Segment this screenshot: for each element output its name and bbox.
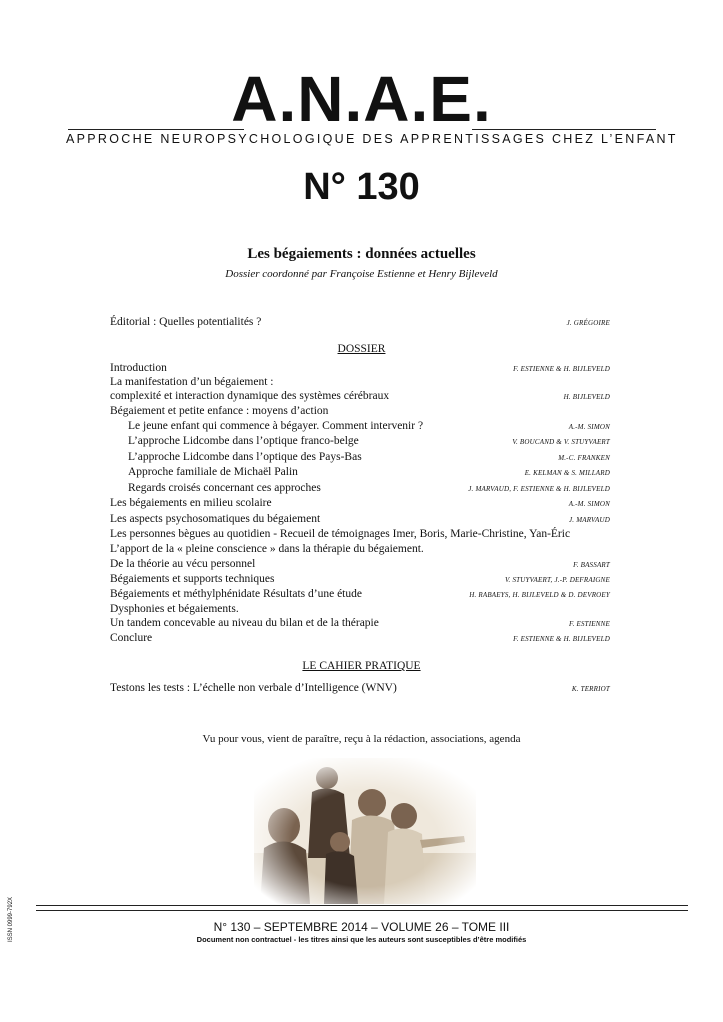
toc-entry xyxy=(110,482,610,497)
dossier-coordinators: Dossier coordonné par Françoise Estienne et Henry Bijleveld xyxy=(225,268,498,280)
toc-entry-author: H. BIJLEVELD xyxy=(563,393,610,401)
toc-entry-author: A.-M. SIMON xyxy=(568,423,610,431)
toc-entry-title: Les bégaiements en milieu scolaire xyxy=(110,497,272,509)
toc-entry xyxy=(110,390,610,405)
toc-entry-title: Regards croisés concernant ces approches xyxy=(128,482,321,494)
toc-entry-title: Les personnes bègues au quotidien - Recueil de témoignages Imer, Boris, Marie-Christine, Yan-Éric xyxy=(110,528,571,540)
toc-entry-author: K. TERRIOT xyxy=(571,685,610,693)
toc-entry-author: F. ESTIENNE xyxy=(569,620,610,628)
toc-entry-author: A.-M. SIMON xyxy=(568,500,610,508)
toc-entry-title: Approche familiale de Michaël Palin xyxy=(128,466,298,478)
toc-entry-title: Bégaiements et méthylphénidate Résultats d’une étude xyxy=(110,588,362,600)
toc-entry-title: Conclure xyxy=(110,632,153,644)
toc-entry xyxy=(110,513,610,528)
toc-entry-title: complexité et interaction dynamique des systèmes cérébraux xyxy=(110,390,390,402)
toc-entry-title: Bégaiements et supports techniques xyxy=(110,573,275,585)
toc-entry-title: L’apport de la « pleine conscience » dans la thérapie du bégaiement. xyxy=(110,543,424,555)
toc-entry xyxy=(110,617,610,632)
section-heading-cahier xyxy=(0,656,723,674)
dossier-title: Les bégaiements : données actuelles xyxy=(247,246,476,262)
toc-entry xyxy=(110,405,610,420)
toc-entry xyxy=(110,588,610,603)
toc-entry xyxy=(110,420,610,435)
toc-entry xyxy=(110,376,610,391)
toc-entry-title: Les aspects psychosomatiques du bégaiement xyxy=(110,513,321,525)
toc-entry xyxy=(110,632,610,647)
toc-entry-author: F. BASSART xyxy=(573,561,610,569)
toc-entry-author: E. KELMAN & S. MILLARD xyxy=(524,469,610,477)
toc-entry-title: L’approche Lidcombe dans l’optique franco-belge xyxy=(128,435,359,447)
toc-entry-author: V. BOUCAND & V. STUYVAERT xyxy=(512,438,610,446)
section-heading-dossier xyxy=(0,339,723,357)
issue-number: N° 130 xyxy=(303,166,420,208)
toc-entry-title: Testons les tests : L’échelle non verbale d’Intelligence (WNV) xyxy=(110,682,397,694)
masthead-rule-right xyxy=(472,129,656,130)
issn-text: ISSN 0999-792X xyxy=(8,896,14,942)
disclaimer: Document non contractuel - les titres ainsi que les auteurs sont susceptibles d’être modifiés xyxy=(196,935,527,944)
rubriques-line: Vu pour vous, vient de paraître, reçu à la rédaction, associations, agenda xyxy=(202,733,521,745)
toc-entry xyxy=(110,451,610,466)
masthead-rule-left xyxy=(68,129,244,130)
toc-entry-author: F. ESTIENNE & H. BIJLEVELD xyxy=(513,365,610,373)
toc-entry xyxy=(110,362,610,377)
toc-entry-title: Introduction xyxy=(110,362,167,374)
footer-rule-top xyxy=(36,905,688,906)
toc-entry-title: La manifestation d’un bégaiement : xyxy=(110,376,274,388)
toc-entry xyxy=(110,435,610,450)
issue-details: N° 130 – SEPTEMBRE 2014 – VOLUME 26 – TOME III xyxy=(213,920,510,934)
journal-subtitle: APPROCHE NEUROPSYCHOLOGIQUE DES APPRENTISSAGES CHEZ L’ENFANT xyxy=(66,132,678,146)
toc-entry-author: F. ESTIENNE & H. BIJLEVELD xyxy=(513,635,610,643)
toc-entry-author: V. STUYVAERT, J.-P. DEFRAIGNE xyxy=(504,576,610,584)
toc-entry-author: J. MARVAUD, F. ESTIENNE & H. BIJLEVELD xyxy=(468,485,610,493)
toc-entry xyxy=(110,528,610,543)
toc-entry-title: Dysphonies et bégaiements. xyxy=(110,603,239,615)
toc-entry xyxy=(110,573,610,588)
journal-title: A.N.A.E. xyxy=(231,63,492,135)
toc-entry-author: M.-C. FRANKEN xyxy=(558,454,610,462)
toc-entry xyxy=(110,603,610,618)
section-heading-label: LE CAHIER PRATIQUE xyxy=(302,660,421,672)
toc-entry-title: Le jeune enfant qui commence à bégayer. Comment intervenir ? xyxy=(128,420,424,432)
toc-entry xyxy=(110,543,610,558)
footer-rule-bottom xyxy=(36,910,688,911)
toc-entry-title: De la théorie au vécu personnel xyxy=(110,558,256,570)
editorial-entry xyxy=(110,316,610,331)
toc-entry-title: Un tandem concevable au niveau du bilan et de la thérapie xyxy=(110,617,379,629)
toc-entry xyxy=(110,497,610,512)
children-photo xyxy=(254,758,476,904)
cahier-entry xyxy=(110,682,610,697)
toc-entry-title: Bégaiement et petite enfance : moyens d’action xyxy=(110,405,329,417)
toc-entry-title: Éditorial : Quelles potentialités ? xyxy=(110,316,262,328)
toc-entry xyxy=(110,466,610,481)
toc-entry-title: L’approche Lidcombe dans l’optique des Pays-Bas xyxy=(128,451,362,463)
toc-entry-author: J. MARVAUD xyxy=(568,516,610,524)
toc-entry-author: H. RABAEYS, H. BIJLEVELD & D. DEVROEY xyxy=(469,591,610,599)
section-heading-label: DOSSIER xyxy=(337,343,386,355)
toc-entry xyxy=(110,558,610,573)
toc-entry-author: J. GRÉGOIRE xyxy=(566,319,610,327)
